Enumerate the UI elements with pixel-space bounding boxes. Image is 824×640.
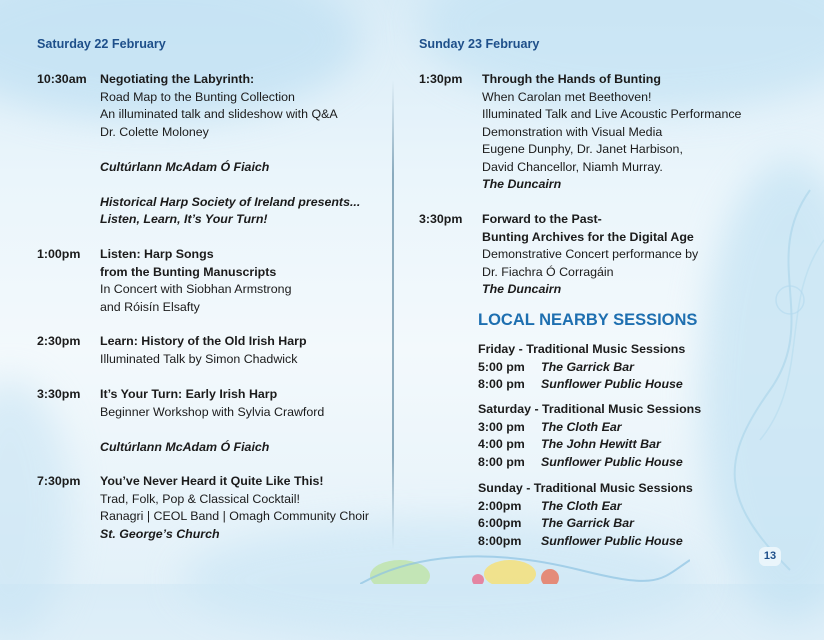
event-line: Trad, Folk, Pop & Classical Cocktail! bbox=[100, 491, 300, 506]
event-line: You’ve Never Heard it Quite Like This! bbox=[100, 474, 324, 488]
session-time: 4:00 pm bbox=[478, 437, 525, 452]
event-details bbox=[100, 386, 324, 456]
session-row bbox=[478, 376, 685, 394]
event-line bbox=[100, 141, 360, 159]
event-time: 1:00pm bbox=[37, 247, 81, 261]
session-venue: Sunflower Public House bbox=[541, 377, 683, 392]
event-line: and Róisín Elsafty bbox=[100, 299, 200, 314]
event-line: Illuminated Talk and Live Acoustic Performance bbox=[482, 107, 742, 121]
sunday-heading: Sunday 23 February bbox=[419, 37, 540, 51]
event-line bbox=[100, 421, 324, 439]
session-venue: Sunflower Public House bbox=[541, 534, 683, 549]
event-line: The Duncairn bbox=[482, 282, 562, 296]
session-time: 6:00pm bbox=[478, 516, 522, 531]
event-line: Road Map to the Bunting Collection bbox=[100, 89, 295, 104]
event-details bbox=[100, 473, 369, 543]
session-row bbox=[478, 533, 693, 551]
event-details bbox=[482, 211, 698, 299]
event-line: Negotiating the Labyrinth: bbox=[100, 72, 255, 86]
event-line: Dr. Colette Moloney bbox=[100, 124, 209, 139]
session-group-heading: Friday - Traditional Music Sessions bbox=[478, 342, 686, 356]
event-line: St. George’s Church bbox=[100, 526, 220, 541]
event-details bbox=[100, 246, 291, 316]
event-time: 3:30pm bbox=[419, 212, 463, 226]
event-line: The Duncairn bbox=[482, 177, 562, 191]
session-group bbox=[478, 480, 693, 551]
session-time: 3:00 pm bbox=[478, 419, 525, 434]
saturday-heading: Saturday 22 February bbox=[37, 37, 166, 51]
event-line: Cultúrlann McAdam Ó Fiaich bbox=[100, 439, 270, 454]
saturday-schedule bbox=[37, 71, 397, 551]
event-details bbox=[100, 71, 360, 229]
session-venue: The John Hewitt Bar bbox=[541, 437, 661, 452]
session-row bbox=[478, 515, 693, 533]
event-time: 3:30pm bbox=[37, 387, 81, 401]
event-line: Listen: Harp Songs bbox=[100, 247, 214, 261]
event-time: 2:30pm bbox=[37, 334, 81, 348]
session-time: 8:00 pm bbox=[478, 377, 525, 392]
event-line: It’s Your Turn: Early Irish Harp bbox=[100, 387, 278, 401]
event-line bbox=[100, 176, 360, 194]
session-row bbox=[478, 454, 701, 472]
session-group bbox=[478, 401, 701, 472]
event-line: Bunting Archives for the Digital Age bbox=[482, 229, 694, 244]
event-line: Beginner Workshop with Sylvia Crawford bbox=[100, 404, 325, 419]
event-line: Through the Hands of Bunting bbox=[482, 72, 661, 86]
local-sessions-title: LOCAL NEARBY SESSIONS bbox=[478, 311, 698, 329]
event-line: Historical Harp Society of Ireland presents... bbox=[100, 194, 361, 209]
session-group bbox=[478, 341, 685, 394]
session-venue: Sunflower Public House bbox=[541, 455, 683, 470]
sunday-schedule bbox=[419, 71, 779, 301]
event-line: Learn: History of the Old Irish Harp bbox=[100, 334, 307, 348]
event-line: Cultúrlann McAdam Ó Fiaich bbox=[100, 159, 270, 174]
session-time: 5:00 pm bbox=[478, 359, 525, 374]
event-line: Demonstrative Concert performance by bbox=[482, 247, 699, 261]
event-line: Forward to the Past- bbox=[482, 212, 602, 226]
event-time: 7:30pm bbox=[37, 474, 81, 488]
session-row bbox=[478, 436, 701, 454]
session-venue: The Garrick Bar bbox=[541, 516, 634, 531]
session-time: 8:00 pm bbox=[478, 455, 525, 470]
event-details bbox=[482, 71, 741, 194]
event-time: 10:30am bbox=[37, 72, 87, 86]
session-time: 2:00pm bbox=[478, 498, 522, 513]
event-details bbox=[100, 333, 307, 368]
session-time: 8:00pm bbox=[478, 534, 522, 549]
session-venue: The Cloth Ear bbox=[541, 419, 622, 434]
session-group-heading: Sunday - Traditional Music Sessions bbox=[478, 481, 693, 495]
event-line: Listen, Learn, It’s Your Turn! bbox=[100, 212, 268, 226]
session-venue: The Cloth Ear bbox=[541, 498, 622, 513]
event-line: Illuminated Talk by Simon Chadwick bbox=[100, 351, 298, 366]
event-line: Dr. Fiachra Ó Corragáin bbox=[482, 264, 614, 279]
session-row bbox=[478, 359, 685, 377]
session-row bbox=[478, 419, 701, 437]
event-line: In Concert with Siobhan Armstrong bbox=[100, 282, 292, 296]
session-venue: The Garrick Bar bbox=[541, 359, 634, 374]
event-time: 1:30pm bbox=[419, 72, 463, 86]
event-line: Eugene Dunphy, Dr. Janet Harbison, bbox=[482, 142, 683, 156]
session-row bbox=[478, 498, 693, 516]
page-number: 13 bbox=[759, 547, 781, 566]
event-line: from the Bunting Manuscripts bbox=[100, 264, 277, 279]
event-line: Ranagri | CEOL Band | Omagh Community Choir bbox=[100, 509, 370, 523]
event-line: When Carolan met Beethoven! bbox=[482, 89, 652, 104]
session-group-heading: Saturday - Traditional Music Sessions bbox=[478, 402, 702, 416]
event-line: Demonstration with Visual Media bbox=[482, 124, 663, 139]
event-line: An illuminated talk and slideshow with Q&A bbox=[100, 107, 338, 121]
event-line: David Chancellor, Niamh Murray. bbox=[482, 159, 663, 174]
